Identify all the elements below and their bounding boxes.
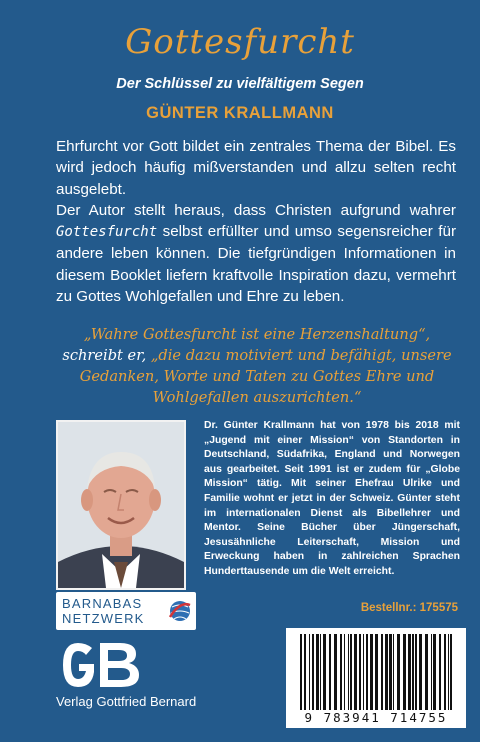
author-name: GÜNTER KRALLMANN xyxy=(146,104,334,122)
order-number: Bestellnr.: 175575 xyxy=(360,602,458,614)
quote-part-2: „die dazu motiviert und befähigt, unsere Gedanken, Worte und Taten zu Gottes Ehre und Wohlgefallen auszurichten.“ xyxy=(79,347,452,406)
quote-attribution: schreibt er, xyxy=(62,347,151,364)
author-photo xyxy=(56,420,186,590)
quote xyxy=(52,324,462,408)
book-subtitle: Der Schlüssel zu vielfältigem Segen xyxy=(116,76,364,92)
quote-part-1: „Wahre Gottesfurcht ist eine Herzenshaltung“, xyxy=(83,326,431,343)
globe-icon xyxy=(168,597,192,625)
blurb-emphasis: Gottesfurcht xyxy=(56,224,158,241)
book-title: Gottesfurcht xyxy=(125,22,355,62)
logo-text-line-1: BARNABAS xyxy=(62,596,143,611)
barnabas-netzwerk-logo xyxy=(56,592,196,630)
blurb-paragraph-2 xyxy=(56,200,456,307)
publisher-name: Verlag Gottfried Bernard xyxy=(56,694,197,709)
author-bio: Dr. Günter Krallmann hat von 1978 bis 2018 mit „Jugend mit einer Mission“ von Standorten in Deutschland, Südafrika, England und Norwegen aus gearbeitet. Seit 1991 ist er zudem für „Globe Mission“ tätig. Mit seiner Ehefrau Ulrike und Familie wohnt er jetzt in der Schweiz. Günter steht im internationalen Dienst als Bibellehrer und Mentor. Seine Bücher über Jüngerschaft, Jesusähnliche Leiterschaft, Mission und Erweckung haben in zahlreichen Sprachen Hunderttausende um die Welt erreicht. xyxy=(204,420,460,577)
isbn-barcode xyxy=(286,628,466,728)
blurb-paragraph-1: Ehrfurcht vor Gott bildet ein zentrales Thema der Bibel. Es wird jedoch häufig mißverstanden und allzu selten recht ausgelebt. xyxy=(56,138,456,198)
barcode-digits: 9 783941 714755 xyxy=(304,710,448,725)
publisher-gb-logo xyxy=(58,640,148,690)
barcode-bars xyxy=(286,634,466,714)
blurb-text: Der Autor stellt heraus, dass Christen aufgrund wahrer xyxy=(56,201,456,219)
logo-text-line-2: NETZWERK xyxy=(62,611,145,626)
blurb xyxy=(56,136,456,307)
blurb-text: selbst erfüllter und umso segensreicher für andere leben können. Die tiefgründigen Informationen in diesem Booklet liefern kraftvolle Inspiration dazu, vermehrt zu Gottes Wohlgefallen und Ehre zu leben. xyxy=(56,223,456,306)
author-portrait-illustration xyxy=(58,422,184,588)
